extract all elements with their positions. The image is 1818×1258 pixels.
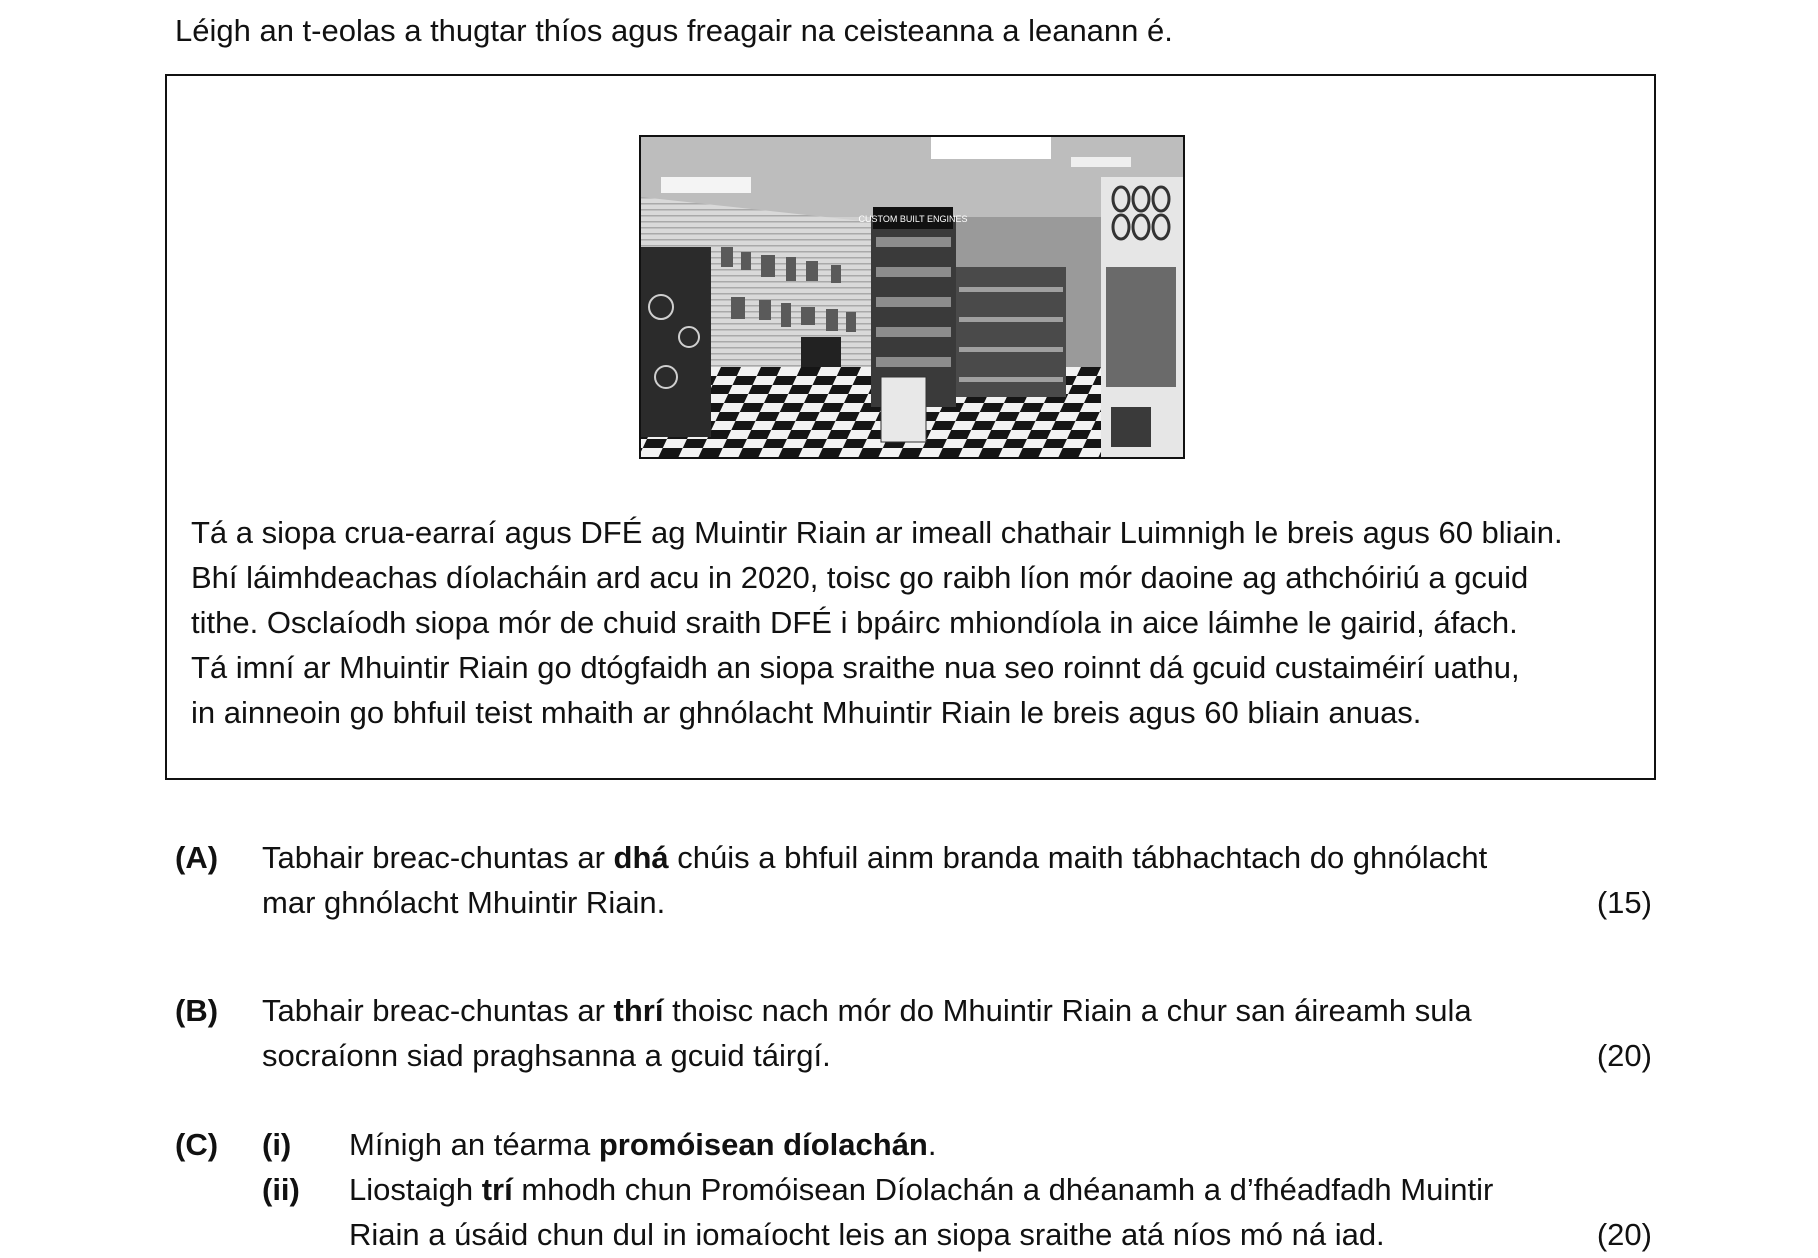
question-c-ii-line1: Liostaigh trí mhodh chun Promóisean Díolachán a dhéanamh a d’fhéadfadh Muintir [349, 1172, 1494, 1207]
case-study-line: in ainneoin go bhfuil teist mhaith ar ghnólacht Mhuintir Riain le breis agus 60 bliain anuas. [191, 695, 1422, 730]
question-c-marks: (20) [1596, 1217, 1652, 1252]
case-study-line: Bhí láimhdeachas díolacháin ard acu in 2020, toisc go raibh líon mór daoine ag athchóiriú a gcuid [191, 560, 1529, 595]
hardware-shop-photo [639, 135, 1185, 459]
question-c-i-label: (i) [262, 1127, 292, 1162]
case-study-text [191, 510, 1641, 735]
question-b-line2: socraíonn siad praghsanna a gcuid táirgí. [262, 1038, 831, 1073]
shop-sign: CUSTOM BUILT ENGINES [858, 214, 968, 224]
question-a-line2: mar ghnólacht Mhuintir Riain. [262, 885, 666, 920]
question-c-label: (C) [175, 1127, 219, 1162]
question-a-marks: (15) [1596, 885, 1652, 920]
question-b-marks: (20) [1596, 1038, 1652, 1073]
case-study-line: Tá imní ar Mhuintir Riain go dtógfaidh an siopa sraithe nua seo roinnt dá gcuid custaiméirí uathu, [191, 650, 1520, 685]
question-c-ii-line2: Riain a úsáid chun dul in iomaíocht leis an siopa sraithe atá níos mó ná iad. [349, 1217, 1385, 1252]
case-study-line: tithe. Osclaíodh siopa mór de chuid sraith DFÉ i bpáirc mhiondíola in aice láimhe le gairid, áfach. [191, 605, 1518, 640]
case-study-box [165, 74, 1656, 780]
question-a-label: (A) [175, 840, 219, 875]
instructions: Léigh an t-eolas a thugtar thíos agus freagair na ceisteanna a leanann é. [175, 13, 1173, 48]
case-study-line: Tá a siopa crua-earraí agus DFÉ ag Muintir Riain ar imeall chathair Luimnigh le breis agus 60 bliain. [191, 515, 1563, 550]
question-b-label: (B) [175, 993, 219, 1028]
question-a-line1: Tabhair breac-chuntas ar dhá chúis a bhfuil ainm branda maith tábhachtach do ghnólacht [262, 840, 1488, 875]
question-c-i-text: Mínigh an téarma promóisean díolachán. [349, 1127, 937, 1162]
question-b-line1: Tabhair breac-chuntas ar thrí thoisc nach mór do Mhuintir Riain a chur san áireamh sula [262, 993, 1472, 1028]
question-c-ii-label: (ii) [262, 1172, 300, 1207]
